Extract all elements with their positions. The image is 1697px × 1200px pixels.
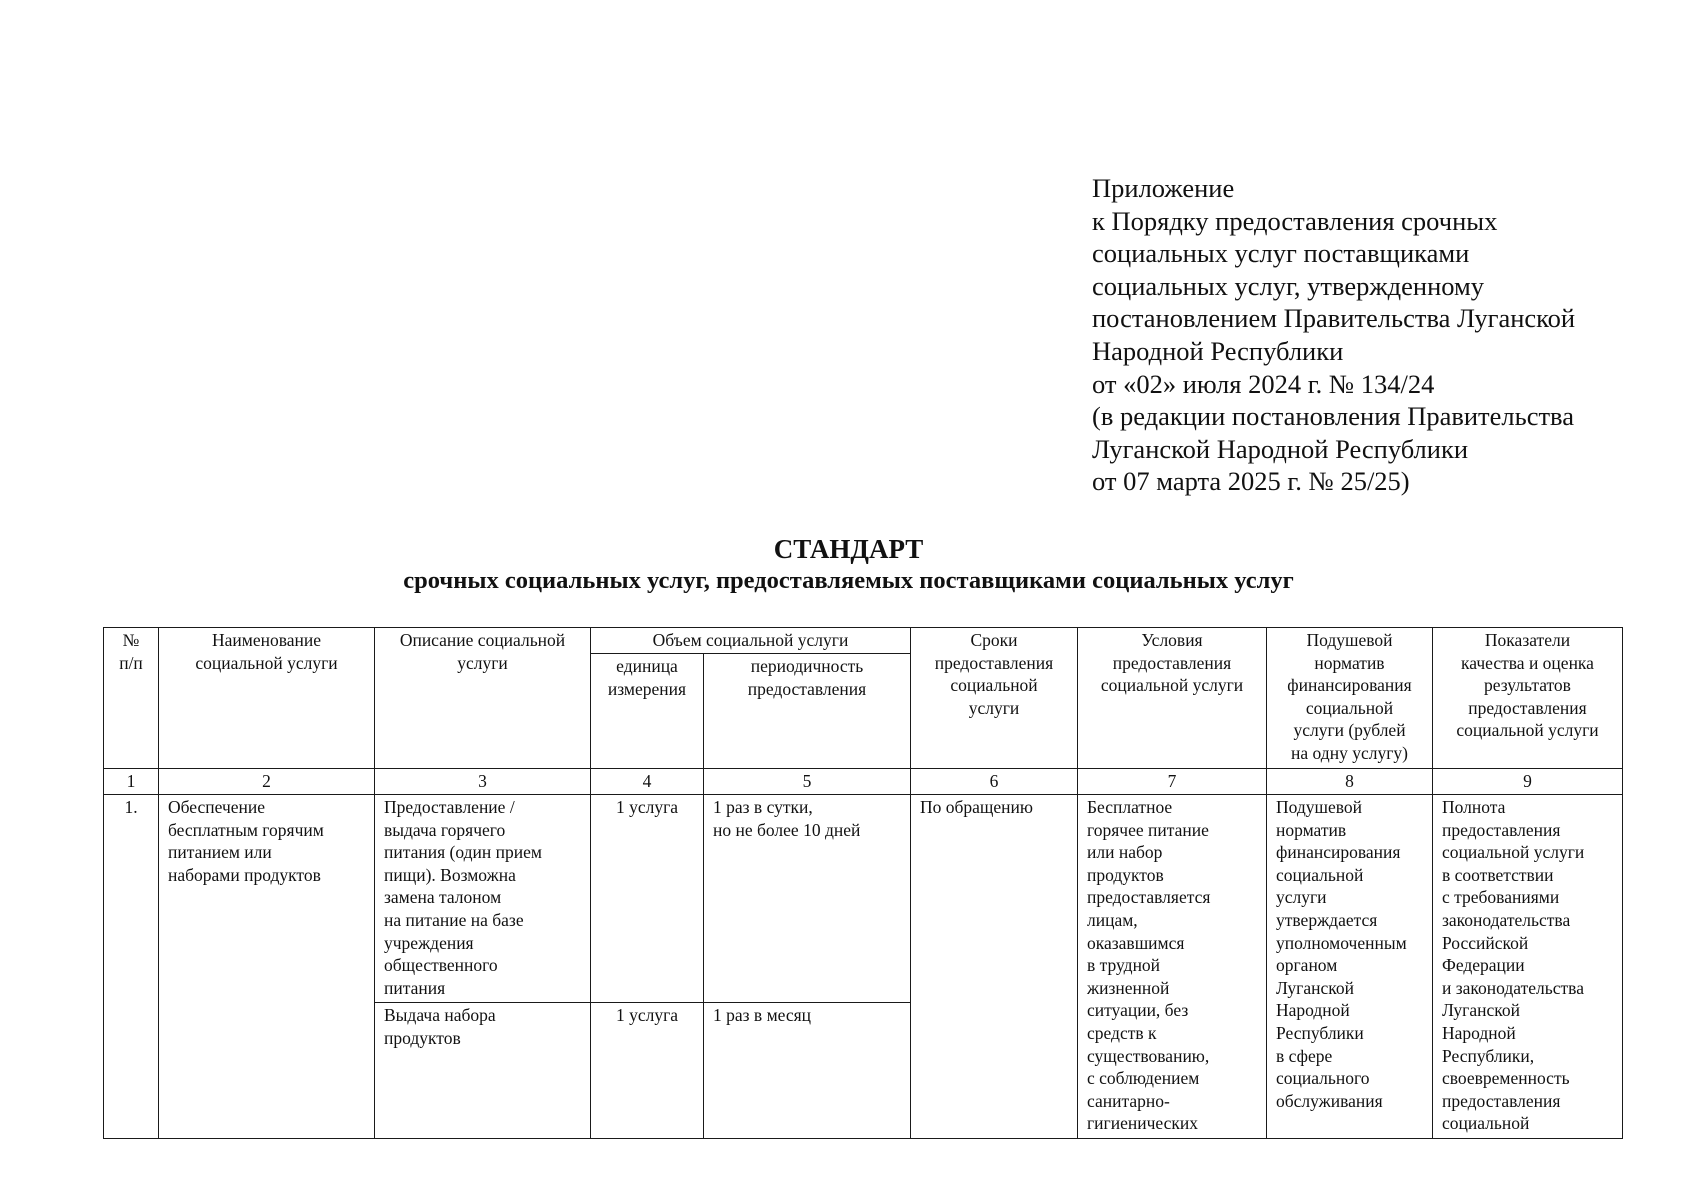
header-conditions: Условия предоставления социальной услуги <box>1078 628 1267 769</box>
column-number: 9 <box>1433 769 1623 795</box>
description-cell-1: Предоставление / выдача горячего питания (один прием пищи). Возможна замена талоном на питание на базе учреждения общественного питания <box>375 795 591 1003</box>
column-numbers-row <box>104 769 1623 795</box>
column-number: 7 <box>1078 769 1267 795</box>
header-terms: Сроки предоставления социальной услуги <box>911 628 1078 769</box>
appendix-line: Приложение <box>1092 173 1235 203</box>
column-number: 3 <box>375 769 591 795</box>
column-number: 5 <box>704 769 911 795</box>
standard-table <box>103 627 1623 1139</box>
indicators-cell: Полнота предоставления социальной услуги в соответствии с требованиями законодательства Российской Федерации и законодательства Луганской Народной Республики, своевременность предоставления социальной <box>1433 795 1623 1139</box>
column-number: 8 <box>1267 769 1433 795</box>
terms-cell: По обращению <box>911 795 1078 1139</box>
header-normative: Подушевой норматив финансирования социальной услуги (рублей на одну услугу) <box>1267 628 1433 769</box>
appendix-line: Народной Республики <box>1092 335 1344 366</box>
appendix-line: к Порядку предоставления срочных <box>1092 205 1498 236</box>
periodicity-cell-2: 1 раз в месяц <box>704 1003 911 1139</box>
appendix-block <box>1092 172 1652 498</box>
appendix-line: от 07 марта 2025 г. № 25/25) <box>1092 466 1410 497</box>
header-description: Описание социальной услуги <box>375 628 591 769</box>
column-number: 2 <box>159 769 375 795</box>
column-number: 4 <box>591 769 704 795</box>
row-number: 1. <box>104 795 159 1139</box>
description-cell-2: Выдача набора продуктов <box>375 1003 591 1139</box>
unit-cell-1: 1 услуга <box>591 795 704 1003</box>
header-periodicity: периодичность предоставления <box>704 654 911 769</box>
table-row <box>104 795 1623 1003</box>
column-number: 1 <box>104 769 159 795</box>
conditions-cell: Бесплатное горячее питание или набор продуктов предоставляется лицам, оказавшимся в трудной жизненной ситуации, без средств к существованию, с соблюдением санитарно- гигиенических <box>1078 795 1267 1139</box>
column-number: 6 <box>911 769 1078 795</box>
service-name-cell: Обеспечение бесплатным горячим питанием или наборами продуктов <box>159 795 375 1139</box>
document-title: СТАНДАРТ <box>773 534 924 564</box>
document-subtitle: срочных социальных услуг, предоставляемых поставщиками социальных услуг <box>403 567 1294 594</box>
appendix-line: социальных услуг поставщиками <box>1092 238 1470 269</box>
appendix-line: от «02» июля 2024 г. № 134/24 <box>1092 368 1435 399</box>
header-num: № п/п <box>104 628 159 769</box>
appendix-line: (в редакции постановления Правительства <box>1092 401 1574 432</box>
periodicity-cell-1: 1 раз в сутки, но не более 10 дней <box>704 795 911 1003</box>
header-unit: единица измерения <box>591 654 704 769</box>
appendix-line: социальных услуг, утвержденному <box>1092 270 1485 301</box>
header-service-name: Наименование социальной услуги <box>159 628 375 769</box>
appendix-line: Луганской Народной Республики <box>1092 433 1469 464</box>
header-volume: Объем социальной услуги <box>591 628 911 654</box>
appendix-line: постановлением Правительства Луганской <box>1092 303 1576 334</box>
normative-cell: Подушевой норматив финансирования социальной услуги утверждается уполномоченным органом Луганской Народной Республики в сфере социального обслуживания <box>1267 795 1433 1139</box>
header-indicators: Показатели качества и оценка результатов предоставления социальной услуги <box>1433 628 1623 769</box>
unit-cell-2: 1 услуга <box>591 1003 704 1139</box>
